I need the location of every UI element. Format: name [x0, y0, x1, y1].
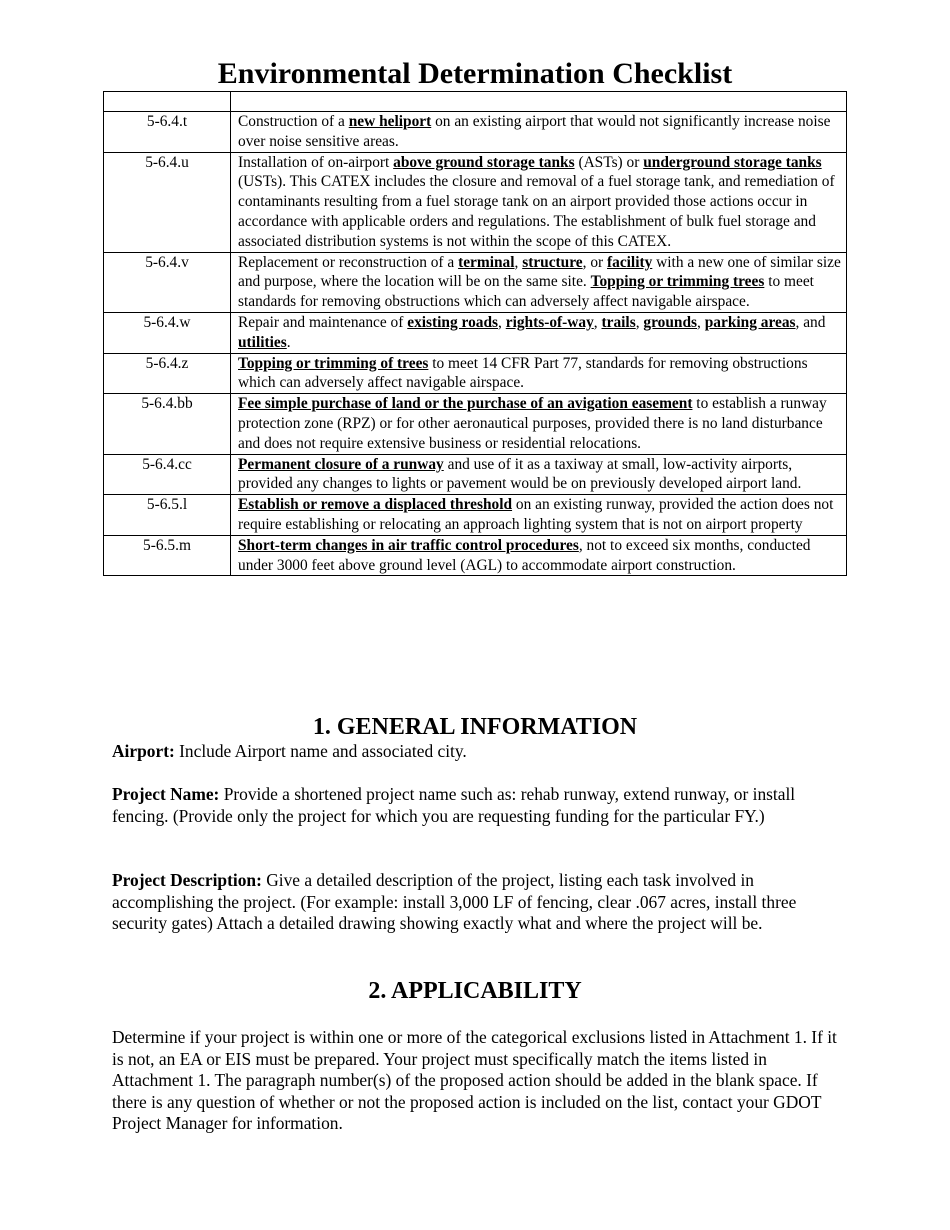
- catex-text: to meet standards for removing obstructions which can adversely affect navigable airspace.: [238, 273, 814, 311]
- project-name-paragraph: [112, 784, 842, 827]
- catex-keyword: above ground storage tanks: [393, 153, 575, 171]
- catex-text: Repair and maintenance of: [238, 313, 408, 331]
- catex-text: Installation of on-airport: [238, 153, 394, 171]
- catex-keyword: rights-of-way: [505, 313, 594, 331]
- project-name-label: Project Name:: [112, 784, 220, 804]
- catex-number: 5-6.5.m: [104, 535, 231, 576]
- table-row: [104, 112, 847, 153]
- page-title: Environmental Determination Checklist: [217, 57, 733, 90]
- catex-keyword: trails: [601, 313, 636, 331]
- project-name-text: Provide a shortened project name such as: rehab runway, extend runway, or install fencing. (Provide only the project for which you are requesting funding for the particular FY.): [112, 784, 796, 826]
- catex-keyword: Establish or remove a displaced threshold: [238, 496, 513, 514]
- general-information-heading: 1. GENERAL INFORMATION: [312, 714, 638, 740]
- blank-cell: [104, 92, 231, 112]
- catex-text: to meet 14 CFR Part 77, standards for removing obstructions which can adversely affect navigable airspace.: [238, 354, 808, 392]
- table-row: [104, 394, 847, 454]
- catex-description: [231, 112, 847, 153]
- airport-label: Airport:: [112, 741, 175, 761]
- catex-keyword: parking areas: [704, 313, 796, 331]
- catex-text: , or: [582, 253, 607, 271]
- catex-keyword: structure: [522, 253, 583, 271]
- table-row: [104, 495, 847, 536]
- applicability-heading: 2. APPLICABILITY: [368, 978, 582, 1004]
- catex-keyword: underground storage tanks: [643, 153, 822, 171]
- table-row: [104, 454, 847, 495]
- airport-paragraph: [112, 741, 842, 763]
- catex-text: to establish a runway protection zone (RPZ) or for other aeronautical purposes, provided there is no land disturbance and does not require extensive business or residential relocations.: [238, 395, 827, 452]
- catex-text: ,: [498, 313, 506, 331]
- catex-keyword: Topping or trimming trees: [590, 273, 765, 291]
- catex-number: 5-6.4.v: [104, 252, 231, 312]
- catex-table: [103, 91, 847, 576]
- catex-keyword: Fee simple purchase of land or the purchase of an avigation easement: [238, 395, 693, 413]
- catex-number: 5-6.4.u: [104, 152, 231, 252]
- catex-description: [231, 394, 847, 454]
- catex-table-body: [104, 92, 847, 576]
- catex-text: and use of it as a taxiway at small, low-activity airports, provided any changes to lights or pavement would be on previously developed airport land.: [238, 455, 802, 493]
- catex-description: [231, 252, 847, 312]
- catex-keyword: Permanent closure of a runway: [238, 455, 444, 473]
- airport-text: Include Airport name and associated city.: [174, 741, 467, 761]
- catex-text: (USTs). This CATEX includes the closure and removal of a fuel storage tank, and remediation of contaminants resulting from a fuel storage tank on an airport provided those actions occur in accordance with applicable orders and regulations. The establishment of bulk fuel storage and associated distribution systems is not within the scope of this CATEX.: [238, 173, 835, 250]
- catex-description: [231, 535, 847, 576]
- table-row: [104, 535, 847, 576]
- catex-keyword: new heliport: [348, 113, 432, 130]
- catex-keyword: terminal: [458, 253, 515, 271]
- catex-keyword: facility: [607, 253, 653, 271]
- catex-description: [231, 495, 847, 536]
- catex-text: .: [286, 333, 291, 351]
- catex-text: ,: [697, 313, 705, 331]
- catex-text: on an existing airport that would not significantly increase noise over noise sensitive areas.: [238, 113, 831, 150]
- catex-number: 5-6.5.l: [104, 495, 231, 536]
- catex-number: 5-6.4.z: [104, 353, 231, 394]
- catex-text: , not to exceed six months, conducted under 3000 feet above ground level (AGL) to accommodate airport construction.: [238, 536, 811, 574]
- catex-text: Construction of a: [238, 113, 349, 130]
- catex-keyword: Short-term changes in air traffic control procedures: [238, 536, 579, 554]
- catex-keyword: existing roads: [407, 313, 499, 331]
- catex-text: with a new one of similar size and purpose, where the location will be on the same site.: [238, 253, 841, 291]
- catex-number: 5-6.4.t: [104, 112, 231, 153]
- catex-description: [231, 454, 847, 495]
- project-description-label: Project Description:: [112, 870, 262, 890]
- catex-text: ,: [514, 253, 523, 271]
- catex-text: ,: [593, 313, 602, 331]
- catex-text: , and: [795, 313, 826, 331]
- catex-text: (ASTs) or: [574, 153, 644, 171]
- catex-description: [231, 152, 847, 252]
- project-description-paragraph: [112, 870, 842, 935]
- table-row: [104, 353, 847, 394]
- project-description-text: Give a detailed description of the project, listing each task involved in accomplishing the project. (For example: install 3,000 LF of fencing, clear .067 acres, install three security gates) Attach a detailed drawing showing exactly what and where the project will be.: [112, 870, 797, 934]
- catex-number: 5-6.4.cc: [104, 454, 231, 495]
- catex-text: ,: [635, 313, 644, 331]
- table-row: [104, 312, 847, 353]
- catex-number: 5-6.4.w: [104, 312, 231, 353]
- catex-description: [231, 312, 847, 353]
- catex-description: [231, 353, 847, 394]
- applicability-paragraph: Determine if your project is within one or more of the categorical exclusions listed in Attachment 1. If it is not, an EA or EIS must be prepared. Your project must specifically match the items listed in Attachment 1. The paragraph number(s) of the proposed action should be added in the blank space. If there is any question of whether or not the proposed action is included on the list, contact your GDOT Project Manager for information.: [112, 1027, 837, 1134]
- blank-cell: [231, 92, 847, 112]
- catex-number: 5-6.4.bb: [104, 394, 231, 454]
- table-blank-row: [104, 92, 847, 112]
- catex-text: on an existing runway, provided the action does not require establishing or relocating an approach lighting system that is not on airport property: [238, 496, 834, 533]
- catex-keyword: utilities: [238, 333, 287, 351]
- catex-keyword: grounds: [643, 313, 698, 331]
- table-row: [104, 152, 847, 252]
- catex-text: Replacement or reconstruction of a: [238, 253, 459, 271]
- catex-keyword: Topping or trimming of trees: [238, 354, 429, 372]
- table-row: [104, 252, 847, 312]
